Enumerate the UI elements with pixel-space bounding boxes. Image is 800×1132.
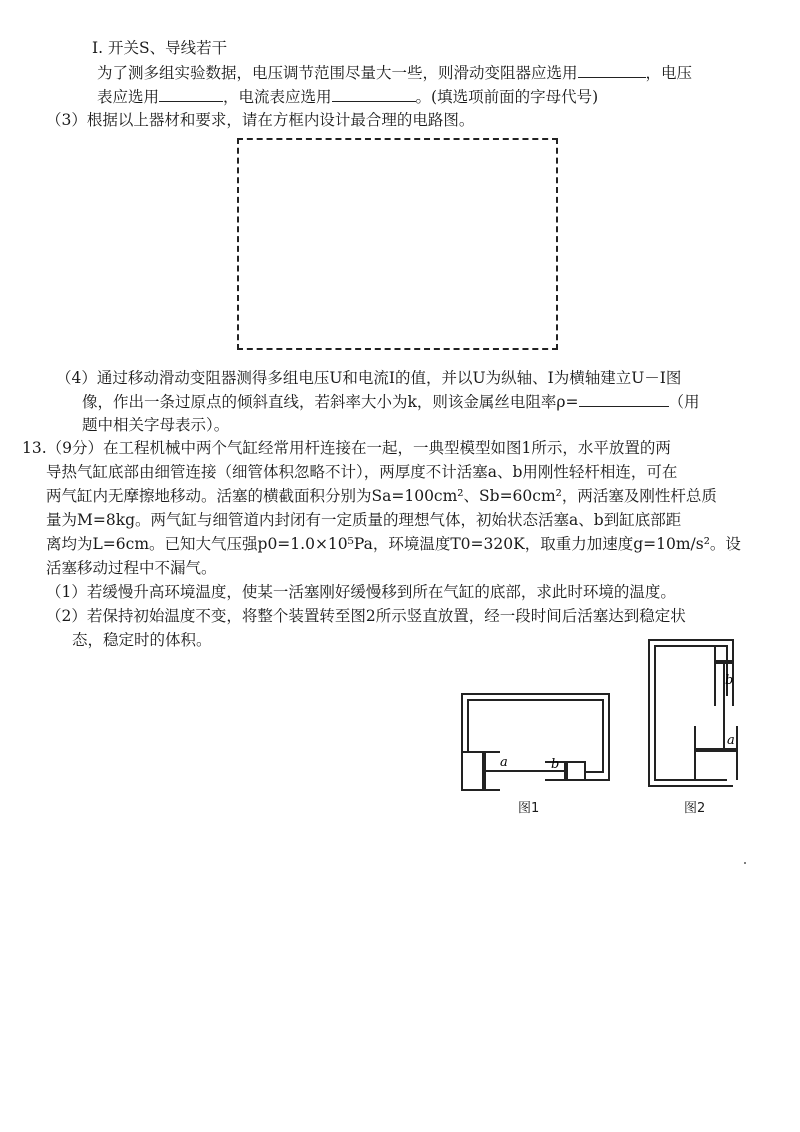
q12-part-4-line-3: 题中相关字母表示）。 xyxy=(82,416,230,434)
q12-part-4-line-1: （4）通过移动滑动变阻器测得多组电压U和电流I的值，并以U为纵轴、I为横轴建立U－I图 xyxy=(56,369,682,387)
q12-part-3: （3）根据以上器材和要求，请在方框内设计最合理的电路图。 xyxy=(46,111,475,129)
q13-stem-line-6: 活塞移动过程中不漏气。 xyxy=(46,559,217,577)
q12-part-4-line-2 xyxy=(82,390,700,414)
piston-b-label-fig1: b xyxy=(551,757,560,772)
option-l-text: I. 开关S、导线若干 xyxy=(92,39,228,57)
resistivity-answer-blank[interactable] xyxy=(579,390,669,407)
piston-a-label-fig2: a xyxy=(727,733,735,748)
piston-a-label-fig1: a xyxy=(500,755,508,770)
figure-1-horizontal-cylinders xyxy=(440,690,615,795)
q12-line-2 xyxy=(97,61,692,85)
q12-line-2a: 为了测多组实验数据，电压调节范围尽量大一些，则滑动变阻器应选用 xyxy=(97,64,578,82)
q13-subquestion-1: （1）若缓慢升高环境温度，使某一活塞刚好缓慢移到所在气缸的底部，求此时环境的温度。 xyxy=(46,583,676,601)
piston-b-shape-fig2 xyxy=(715,660,733,664)
ammeter-answer-blank[interactable] xyxy=(332,85,416,102)
q13-stem-line-3: 两气缸内无摩擦地移动。活塞的横截面积分别为Sa=100cm²、Sb=60cm²，两活塞及刚性杆总质 xyxy=(46,487,717,505)
figure-1-caption: 图1 xyxy=(518,801,540,816)
speck-mark xyxy=(744,862,746,864)
q12-line-3 xyxy=(97,85,598,109)
figure-2-vertical-cylinders xyxy=(645,636,743,792)
q13-stem-line-2: 导热气缸底部由细管连接（细管体积忽略不计），两厚度不计活塞a、b用刚性轻杆相连，可在 xyxy=(46,463,678,481)
piston-a-shape xyxy=(482,752,486,790)
q12-part-4-line-2b: （用 xyxy=(668,393,700,411)
q13-stem-line-1: 13.（9分）在工程机械中两个气缸经常用杆连接在一起，一典型模型如图1所示，水平放置的两 xyxy=(22,439,671,457)
piston-b-label-fig2: b xyxy=(725,673,734,688)
q13-stem-line-4: 量为M=8kg。两气缸与细管道内封闭有一定质量的理想气体，初始状态活塞a、b到缸底部距 xyxy=(46,511,682,529)
q13-subquestion-2-line-2: 态，稳定时的体积。 xyxy=(72,631,212,649)
figure-2-caption: 图2 xyxy=(684,801,706,816)
voltmeter-answer-blank[interactable] xyxy=(159,85,223,102)
q12-line-3c: 。(填选项前面的字母代号) xyxy=(415,88,599,106)
circuit-diagram-answer-box[interactable] xyxy=(237,138,558,350)
q13-subquestion-2-line-1: （2）若保持初始温度不变，将整个装置转至图2所示竖直放置，经一段时间后活塞达到稳定状 xyxy=(46,607,686,625)
piston-a-shape-fig2 xyxy=(695,748,737,752)
q12-part-4-line-2a: 像，作出一条过原点的倾斜直线，若斜率大小为k，则该金属丝电阻率ρ= xyxy=(82,393,579,411)
piston-b-shape xyxy=(564,762,568,780)
q12-line-3b: ，电流表应选用 xyxy=(223,88,332,106)
q12-line-2b: ，电压 xyxy=(645,64,693,82)
q13-stem-line-5: 离均为L=6cm。已知大气压强p0=1.0×10⁵Pa，环境温度T0=320K，取重力加速度g=10m/s²。设 xyxy=(46,535,741,553)
q12-line-3a: 表应选用 xyxy=(97,88,160,106)
rheostat-answer-blank[interactable] xyxy=(578,61,646,78)
